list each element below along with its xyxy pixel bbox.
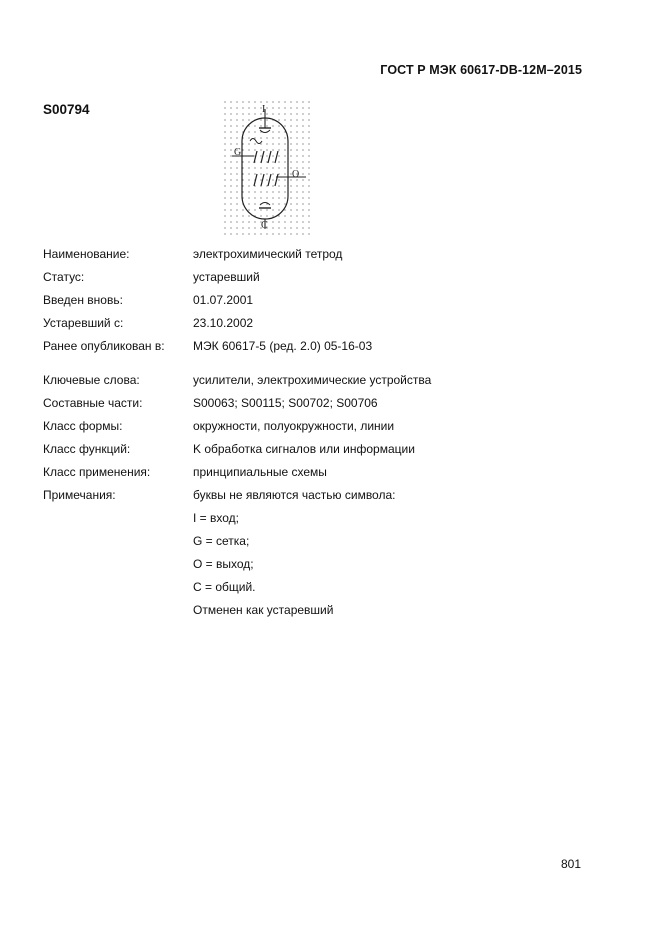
property-label: Статус: <box>43 269 85 284</box>
property-row-application-class <box>43 460 603 483</box>
note-line: Отменен как устаревший <box>193 602 334 617</box>
property-row-notes <box>43 483 603 506</box>
property-value: принципиальные схемы <box>193 464 327 479</box>
note-line: O = выход; <box>193 556 254 571</box>
property-value: 23.10.2002 <box>193 315 254 330</box>
property-value: S00063; S00115; S00702; S00706 <box>193 395 378 410</box>
pin-label-input: I <box>262 104 266 115</box>
property-row-previously-published <box>43 334 603 357</box>
property-value: электрохимический тетрод <box>193 246 343 261</box>
property-value: K обработка сигналов или информации <box>193 441 415 456</box>
property-row-obsolete-since <box>43 311 603 334</box>
symbol-code: S00794 <box>43 102 90 117</box>
note-line: C = общий. <box>193 579 256 594</box>
note-line: I = вход; <box>193 510 239 525</box>
note-line: G = сетка; <box>193 533 250 548</box>
property-row-introduced <box>43 288 603 311</box>
property-label: Ранее опубликован в: <box>43 338 165 353</box>
property-label: Примечания: <box>43 487 116 502</box>
property-value: МЭК 60617-5 (ред. 2.0) 05-16-03 <box>193 338 373 353</box>
pin-label-common: C <box>261 220 268 231</box>
pin-label-grid: G <box>234 147 242 158</box>
document-header: ГОСТ Р МЭК 60617-DB-12M–2015 <box>380 63 582 77</box>
property-row-keywords <box>43 368 603 391</box>
property-value: усилители, электрохимические устройства <box>193 372 432 387</box>
tetrode-symbol-svg <box>224 101 310 237</box>
property-row-components <box>43 391 603 414</box>
pin-label-output: O <box>292 169 300 180</box>
property-row-function-class <box>43 437 603 460</box>
property-value: буквы не являются частью символа: <box>193 487 396 502</box>
property-label: Наименование: <box>43 246 130 261</box>
section-gap <box>43 357 603 368</box>
symbol-diagram <box>224 101 310 237</box>
property-value: окружности, полуокружности, линии <box>193 418 395 433</box>
property-label: Устаревший с: <box>43 315 124 330</box>
property-label: Составные части: <box>43 395 143 410</box>
property-row-status <box>43 265 603 288</box>
property-label: Ключевые слова: <box>43 372 140 387</box>
property-row-shape-class <box>43 414 603 437</box>
property-value: устаревший <box>193 269 260 284</box>
properties-table <box>43 242 603 621</box>
property-label: Введен вновь: <box>43 292 123 307</box>
property-row-name <box>43 242 603 265</box>
property-value: 01.07.2001 <box>193 292 254 307</box>
page-number: 801 <box>560 857 581 871</box>
property-label: Класс функций: <box>43 441 131 456</box>
property-label: Класс применения: <box>43 464 151 479</box>
property-label: Класс формы: <box>43 418 123 433</box>
